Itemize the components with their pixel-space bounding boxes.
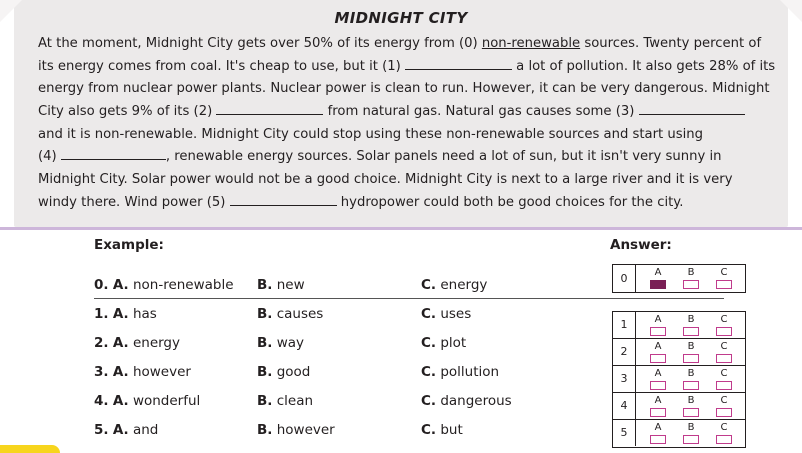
passage-line-1: At the moment, Midnight City gets over 50% of its energy from (0) non-renewable sources. Twenty percent of bbox=[38, 36, 762, 51]
passage-line-6: (4) , renewable energy sources. Solar panels need a lot of sun, but it isn't very sunny in bbox=[38, 149, 722, 165]
question-1-option-b[interactable]: B. causes bbox=[257, 306, 324, 322]
question-5-option-a[interactable]: 5. A. and bbox=[94, 422, 159, 438]
example-divider bbox=[94, 298, 724, 299]
blank-4[interactable] bbox=[61, 147, 166, 160]
bubble-4-c[interactable]: C bbox=[715, 396, 733, 417]
example-option-b: B. new bbox=[257, 277, 305, 293]
passage-line-5: and it is non-renewable. Midnight City could stop using these non-renewable sources and start using bbox=[38, 126, 704, 142]
question-3-option-b[interactable]: B. good bbox=[257, 364, 311, 380]
question-4-option-a[interactable]: 4. A. wonderful bbox=[94, 393, 201, 409]
question-1-option-c[interactable]: C. uses bbox=[421, 306, 472, 322]
bubble-1-c[interactable]: C bbox=[715, 315, 733, 336]
blank-5[interactable] bbox=[230, 193, 337, 206]
question-2-option-c[interactable]: C. plot bbox=[421, 335, 467, 351]
bubble-3-a[interactable]: A bbox=[649, 369, 667, 390]
bubble-4-a[interactable]: A bbox=[649, 396, 667, 417]
blank-1[interactable] bbox=[405, 57, 512, 70]
passage-line-4: City also gets 9% of its (2) from natural gas. Natural gas causes some (3) bbox=[38, 101, 790, 124]
example-answer-number: 0 bbox=[613, 265, 636, 292]
bubble-5-c[interactable]: C bbox=[715, 423, 733, 444]
example-option-c: C. energy bbox=[421, 277, 488, 293]
question-3-option-c[interactable]: C. pollution bbox=[421, 364, 500, 380]
answer-row-1: 1 A B C bbox=[613, 312, 745, 339]
answer-row-4: 4 A B C bbox=[613, 393, 745, 420]
question-2-option-b[interactable]: B. way bbox=[257, 335, 305, 351]
bubble-2-c[interactable]: C bbox=[715, 342, 733, 363]
answer-row-3: 3 A B C bbox=[613, 366, 745, 393]
example-bubble-b: B bbox=[682, 268, 700, 289]
example-answer-grid bbox=[612, 264, 746, 293]
answer-sheet-grid bbox=[612, 311, 746, 448]
bubble-5-a[interactable]: A bbox=[649, 423, 667, 444]
question-4-option-c[interactable]: C. dangerous bbox=[421, 393, 512, 409]
question-5-option-c[interactable]: C. but bbox=[421, 422, 463, 438]
question-3-option-a[interactable]: 3. A. however bbox=[94, 364, 191, 380]
bubble-1-a[interactable]: A bbox=[649, 315, 667, 336]
page-corner-tab bbox=[0, 445, 60, 453]
passage-title: MIDNIGHT CITY bbox=[334, 9, 468, 27]
example-bubble-c: C bbox=[715, 268, 733, 289]
example-option-a: 0. A. non-renewable bbox=[94, 277, 234, 293]
answer-label: Answer: bbox=[610, 237, 672, 253]
section-divider bbox=[0, 227, 802, 230]
example-label: Example: bbox=[94, 237, 164, 253]
example-answer: non-renewable bbox=[481, 36, 581, 51]
bubble-3-c[interactable]: C bbox=[715, 369, 733, 390]
answer-row-5: 5 A B C bbox=[613, 420, 745, 446]
passage-line-7: Midnight City. Solar power would not be a good choice. Midnight City is next to a large river and it is very bbox=[38, 172, 733, 188]
bubble-2-b[interactable]: B bbox=[682, 342, 700, 363]
passage-line-8: windy there. Wind power (5) hydropower could both be good choices for the city. bbox=[38, 194, 684, 210]
passage-line-3: energy from nuclear power plants. Nuclear power is clean to run. However, it can be very dangerous. Midnight bbox=[38, 81, 770, 97]
question-2-option-a[interactable]: 2. A. energy bbox=[94, 335, 180, 351]
example-bubble-a: A bbox=[649, 268, 667, 289]
answer-row-2: 2 A B C bbox=[613, 339, 745, 366]
bubble-4-b[interactable]: B bbox=[682, 396, 700, 417]
bubble-2-a[interactable]: A bbox=[649, 342, 667, 363]
bubble-3-b[interactable]: B bbox=[682, 369, 700, 390]
blank-2[interactable] bbox=[216, 102, 323, 115]
bubble-5-b[interactable]: B bbox=[682, 423, 700, 444]
question-1-option-a[interactable]: 1. A. has bbox=[94, 306, 157, 322]
question-5-option-b[interactable]: B. however bbox=[257, 422, 335, 438]
passage-text bbox=[38, 33, 790, 215]
blank-3[interactable] bbox=[639, 102, 745, 115]
bubble-1-b[interactable]: B bbox=[682, 315, 700, 336]
question-4-option-b[interactable]: B. clean bbox=[257, 393, 314, 409]
passage-line-2: its energy comes from coal. It's cheap to use, but it (1) a lot of pollution. It also gets 28% of its bbox=[38, 58, 776, 74]
